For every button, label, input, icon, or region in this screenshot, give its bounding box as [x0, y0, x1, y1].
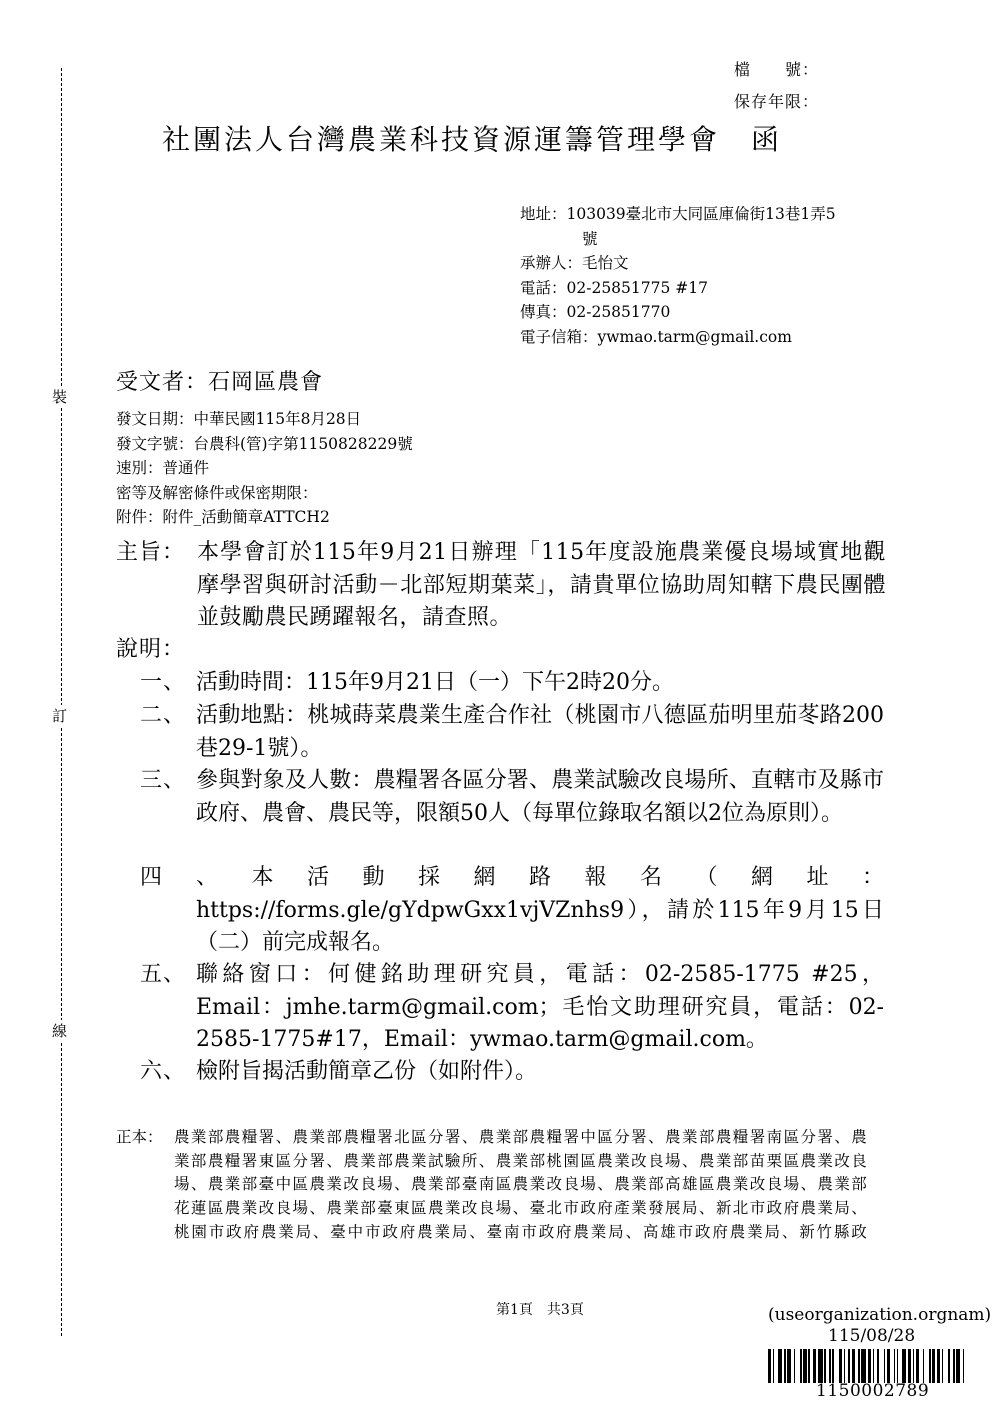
- item-number: 二、: [140, 703, 187, 728]
- page-number: 第1頁 共3頁: [496, 1302, 584, 1318]
- item-text: 活動地點：桃城蒔菜農業生產合作社（桃園市八德區茄明里茄苳路200巷29-1號）。: [196, 703, 884, 761]
- subject-text: 本學會訂於115年9月21日辦理「115年度設施農業優良場域實地觀摩學習與研討活動－北部短期葉菜」，請貴單位協助周知轄下農民團體並鼓勵農民踴躍報名，請查照。: [197, 540, 886, 630]
- sender-handler: 承辦人：毛怡文: [520, 254, 629, 272]
- item-text: 聯絡窗口：何健銘助理研究員，電話：02-2585-1775 #25，Email：jmhe.tarm@gmail.com；毛怡文助理研究員，電話：02-2585-1775#17，Email：ywmao.tarm@gmail.com。: [196, 962, 884, 1052]
- barcode-number: 1150002789: [816, 1381, 930, 1401]
- document-title: 社團法人台灣農業科技資源運籌管理學會 函: [162, 123, 783, 156]
- sender-email: 電子信箱：ywmao.tarm@gmail.com: [520, 327, 792, 346]
- sender-fax: 傳真：02-25851770: [520, 303, 671, 321]
- document-number: 發文字號：台農科(管)字第1150828229號: [116, 434, 413, 453]
- sender-phone: 電話：02-25851775 #17: [520, 278, 708, 297]
- organization-code: (useorganization.orgnam): [768, 1305, 992, 1325]
- item-text: 檢附旨揭活動簡章乙份（如附件）。: [196, 1059, 538, 1084]
- item-number: 四: [140, 865, 164, 890]
- sender-info: [520, 202, 836, 349]
- delivery-speed: 速別：普通件: [116, 459, 210, 477]
- footer-date: 115/08/28: [828, 1326, 916, 1346]
- item-text-first-line: 、本活動採網路報名（網址：: [196, 865, 884, 890]
- item-number: 一、: [140, 670, 187, 695]
- attachment-info: 附件：附件_活動簡章ATTCH2: [116, 508, 330, 526]
- binding-mark-zhuang: 裝: [52, 388, 68, 406]
- document-info: [116, 407, 413, 530]
- retention-period-label: 保存年限：: [734, 92, 820, 111]
- item-number: 五、: [140, 962, 187, 987]
- secrecy-level: 密等及解密條件或保密期限：: [116, 483, 318, 502]
- barcode: [768, 1349, 966, 1383]
- item-number: 六、: [140, 1059, 187, 1084]
- binding-line: [61, 68, 62, 1336]
- item-text: 參與對象及人數：農糧署各區分署、農業試驗改良場所、直轄市及縣市政府、農會、農民等，限額50人（每單位錄取名額以2位為原則）。: [196, 768, 884, 826]
- sender-address: 地址：103039臺北市大同區庫倫街13巷1弄5: [520, 205, 836, 223]
- binding-mark-xian: 線: [52, 1022, 68, 1040]
- recipient: 受文者：石岡區農會: [116, 370, 324, 395]
- file-number-label: 檔 號：: [734, 60, 820, 79]
- sender-address-continued: 號: [582, 229, 598, 248]
- explanation-label: 說明：: [116, 637, 186, 662]
- item-number: 三、: [140, 768, 187, 793]
- item-text: https://forms.gle/gYdpwGxx1vjVZnhs9），請於115年9月15日（二）前完成報名。: [196, 897, 884, 955]
- subject-label: 主旨：: [116, 540, 186, 565]
- issue-date: 發文日期：中華民國115年8月28日: [116, 410, 362, 428]
- binding-mark-ding: 訂: [52, 707, 68, 725]
- official-recipients-list: 農業部農糧署、農業部農糧署北區分署、農業部農糧署中區分署、農業部農糧署南區分署、農業部農糧署東區分署、農業部農業試驗所、農業部桃園區農業改良場、農業部苗栗區農業改良場、農業部臺中區農業改良場、農業部臺南區農業改良場、農業部高雄區農業改良場、農業部花蓮區農業改良場、農業部臺東區農業改良場、臺北市政府產業發展局、新北市政府農業局、桃園市政府農業局、臺中市政府農業局、臺南市政府農業局、高雄市政府農業局、新竹縣政: [174, 1128, 868, 1241]
- item-text: 活動時間：115年9月21日（一）下午2時20分。: [196, 670, 674, 695]
- official-recipients-label: 正本：: [116, 1128, 163, 1146]
